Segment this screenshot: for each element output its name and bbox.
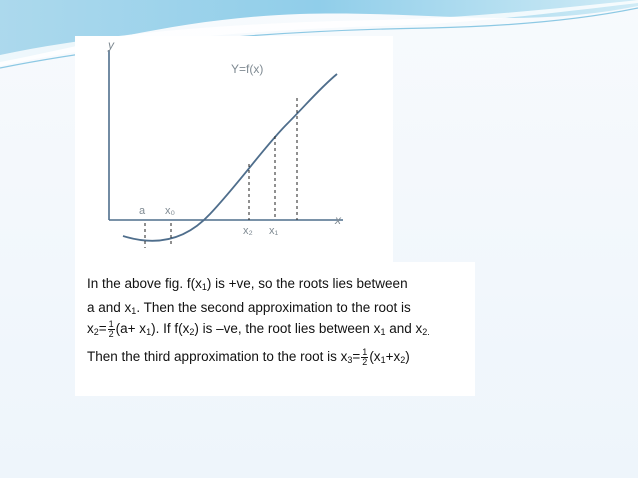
function-curve — [123, 74, 337, 241]
text-line-1: In the above fig. $f(x_1)$ is +ve, so the roots lies between — [87, 276, 408, 292]
curve-label: Y=f(x) — [231, 62, 264, 76]
bisection-figure — [75, 36, 393, 262]
text-line-2: a and $x_1$. Then the second approximation to the root is — [87, 300, 411, 316]
label-a: a — [139, 205, 146, 217]
label-x1: x₁ — [269, 225, 279, 237]
fraction-one-half: $\frac{1}{2}$ — [108, 319, 114, 339]
fraction-one-half: $\frac{1}{2}$ — [362, 347, 368, 367]
explanation-text — [75, 262, 475, 396]
x-axis-label: x — [335, 213, 341, 227]
label-x2: x₂ — [243, 225, 253, 237]
y-axis-label: y — [108, 38, 114, 52]
text-line-3: $x_2=$ $\frac{1}{2}$ $(a+ x_1)$. If $f(x_2)$ is –ve, the root lies between $x_1$ and $x_{2.}$ — [87, 319, 430, 339]
text-line-4: Then the third approximation to the root is $x_3=$ $\frac{1}{2}$ $(x_1+x_2)$ — [87, 347, 410, 367]
bisection-diagram — [75, 36, 393, 262]
label-x0: x₀ — [165, 205, 176, 217]
